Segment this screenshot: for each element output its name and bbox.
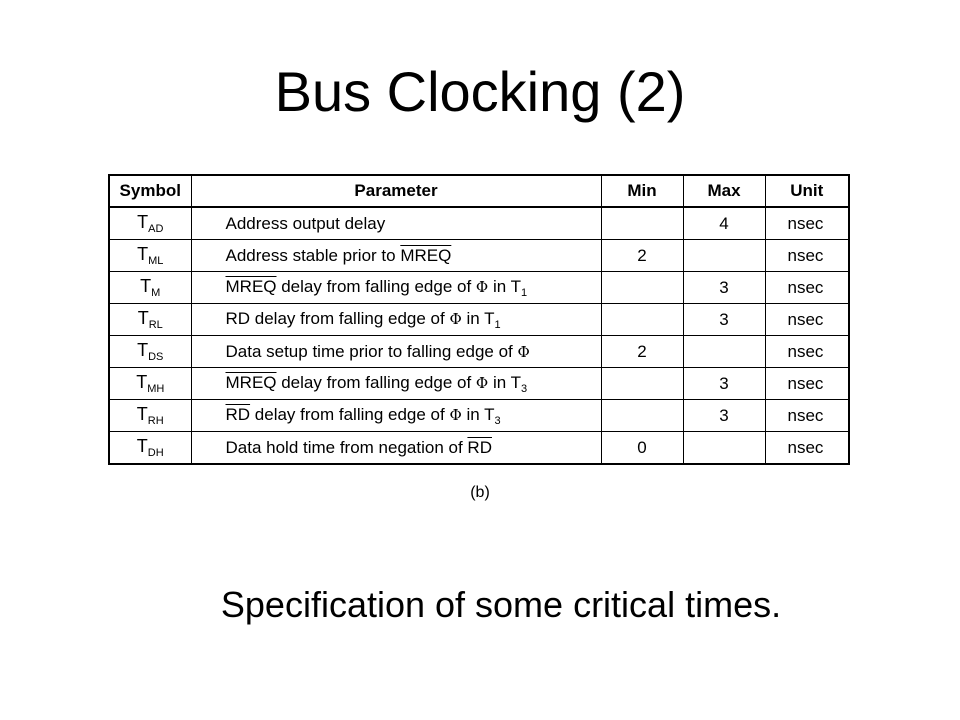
header-min: Min [601,175,683,207]
overlined-signal: MREQ [400,245,452,265]
parameter-cell [191,240,601,272]
symbol-subscript: DH [147,447,164,459]
parameter-cell [191,304,601,336]
table-row [109,272,849,304]
phi-symbol: Φ [449,405,462,424]
table-body [109,207,849,464]
symbol-letter: T [137,340,149,360]
symbol-subscript: RL [148,319,163,331]
min-cell: 2 [601,336,683,368]
unit-cell: nsec [765,336,849,368]
parameter-subscript: 1 [520,286,528,299]
phi-symbol: Φ [475,277,489,296]
symbol-cell [109,304,191,336]
overlined-signal: $\overline{RD}$ [467,437,492,457]
slide-title: Bus Clocking (2) [274,60,686,123]
parameter-text: Address stable prior to [225,245,401,265]
parameter-text: delay from falling edge of [276,372,476,392]
symbol-letter: T [136,372,148,392]
slide-subtitle: Specification of some critical times. [220,584,782,625]
phi-symbol: Φ [517,342,530,361]
max-cell: 3 [683,304,765,336]
symbol-letter: T [137,308,149,328]
parameter-text: RD delay from falling edge of [225,308,450,328]
max-cell: 3 [683,400,765,432]
symbol-cell [109,400,191,432]
parameter-cell [191,336,601,368]
symbol-subscript: DS [148,351,164,363]
symbol-letter: T [137,212,149,232]
symbol-letter: T [137,244,149,264]
header-parameter: Parameter [191,175,601,207]
overlined-signal: MREQ [225,276,277,296]
parameter-text: delay from falling edge of [250,404,450,424]
min-cell: 2 [601,240,683,272]
max-cell [683,240,765,272]
max-cell: 3 [683,368,765,400]
min-cell [601,400,683,432]
table-row [109,207,849,240]
phi-symbol: Φ [475,373,489,392]
phi-symbol: Φ [449,309,462,328]
symbol-cell [109,207,191,240]
parameter-cell [191,368,601,400]
max-cell: 4 [683,207,765,240]
table-row [109,400,849,432]
unit-cell: nsec [765,240,849,272]
parameter-subscript: 3 [520,382,528,395]
unit-cell: nsec [765,432,849,465]
parameter-text: in T [488,276,521,296]
table-row [109,336,849,368]
header-max: Max [683,175,765,207]
symbol-cell [109,336,191,368]
unit-cell: nsec [765,304,849,336]
overlined-signal: $\overline{RD}$ [225,404,251,424]
min-cell [601,272,683,304]
symbol-cell [109,432,191,465]
symbol-subscript: ML [148,255,164,267]
symbol-letter: T [136,436,148,456]
timing-spec-table [108,174,850,465]
max-cell: 3 [683,272,765,304]
min-cell [601,368,683,400]
parameter-text: Data setup time prior to falling edge of [225,341,518,361]
parameter-cell [191,207,601,240]
table-row [109,304,849,336]
table-row [109,240,849,272]
parameter-subscript: 3 [494,414,501,427]
symbol-cell [109,272,191,304]
unit-cell: nsec [765,400,849,432]
parameter-cell [191,432,601,465]
parameter-text: in T [461,404,495,424]
symbol-subscript: AD [148,223,164,235]
table-row [109,368,849,400]
max-cell [683,432,765,465]
min-cell: 0 [601,432,683,465]
min-cell [601,304,683,336]
parameter-text: in T [461,308,495,328]
symbol-subscript: RH [147,415,164,427]
table-header-row [109,175,849,207]
parameter-text: Data hold time from negation of [225,437,468,457]
symbol-subscript: MH [147,383,165,395]
figure-caption: (b) [470,484,490,501]
symbol-cell [109,368,191,400]
header-unit: Unit [765,175,849,207]
parameter-cell [191,400,601,432]
symbol-subscript: M [151,287,161,299]
symbol-letter: T [136,404,148,424]
parameter-text: Address output delay [225,213,386,233]
symbol-cell [109,240,191,272]
parameter-text: in T [488,372,521,392]
parameter-cell [191,272,601,304]
unit-cell: nsec [765,368,849,400]
symbol-letter: T [140,276,152,296]
table-row [109,432,849,465]
unit-cell: nsec [765,207,849,240]
min-cell [601,207,683,240]
parameter-subscript: 1 [494,318,501,331]
header-symbol: Symbol [109,175,191,207]
overlined-signal: MREQ [225,372,277,392]
unit-cell: nsec [765,272,849,304]
max-cell [683,336,765,368]
parameter-text: delay from falling edge of [276,276,476,296]
